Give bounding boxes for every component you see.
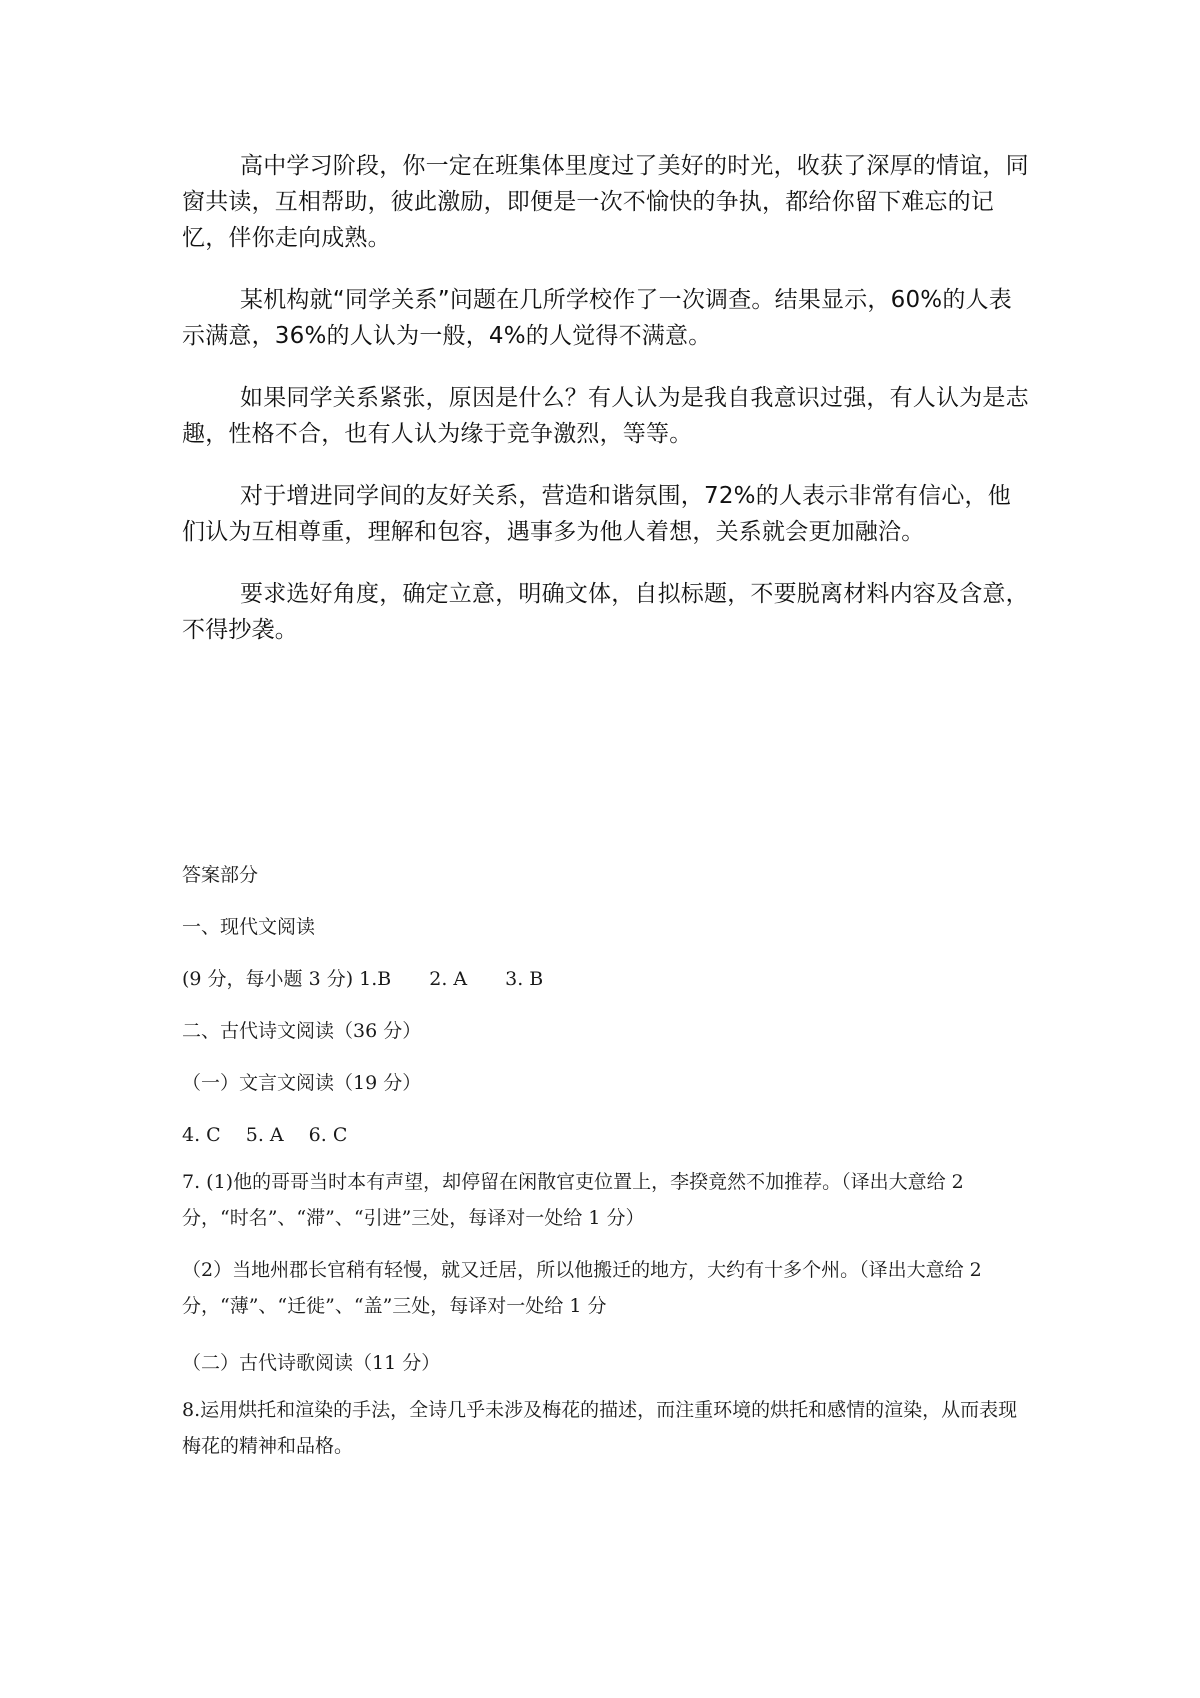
essay-paragraph: 要求选好角度，确定立意，明确文体，自拟标题，不要脱离材料内容及含意，不得抄袭。 <box>182 581 1029 643</box>
section1-answer-line: (9 分，每小题 3 分) 1.B 2. A 3. B <box>182 968 544 990</box>
section-heading-classical-reading: 二、古代诗文阅读（36 分） <box>182 1020 422 1042</box>
subsection-heading-classical-poetry: （二）古代诗歌阅读（11 分） <box>182 1352 441 1374</box>
question-8-answer: 8.运用烘托和渲染的手法，全诗几乎未涉及梅花的描述，而注重环境的烘托和感情的渲染，从而表现梅花的精神和品格。 <box>182 1399 1018 1457</box>
essay-paragraph: 对于增进同学间的友好关系，营造和谐氛围，72%的人表示非常有信心，他们认为互相尊重，理解和包容，遇事多为他人着想，关系就会更加融洽。 <box>182 483 1011 545</box>
subsection1-answer-line: 4. C 5. A 6. C <box>182 1124 348 1146</box>
question-7-part-2-answer: （2）当地州郡长官稍有轻慢，就又迁居，所以他搬迁的地方，大约有十多个州。（译出大意给 2 分，“薄”、“迁徙”、“盖”三处，每译对一处给 1 分 <box>182 1259 982 1317</box>
essay-prompt <box>182 148 1030 674</box>
essay-paragraph: 高中学习阶段，你一定在班集体里度过了美好的时光，收获了深厚的情谊，同窗共读，互相帮助，彼此激励，即便是一次不愉快的争执，都给你留下难忘的记忆，伴你走向成熟。 <box>182 153 1029 251</box>
question-7-part-1-answer: 7. (1)他的哥哥当时本有声望，却停留在闲散官吏位置上，李揆竟然不加推荐。（译出大意给 2 分，“时名”、“滞”、“引进”三处，每译对一处给 1 分） <box>182 1171 964 1229</box>
essay-paragraph: 某机构就“同学关系”问题在几所学校作了一次调查。结果显示，60%的人表示满意，36%的人认为一般，4%的人觉得不满意。 <box>182 287 1012 349</box>
answer-heading: 答案部分 <box>182 864 259 886</box>
essay-paragraph: 如果同学关系紧张，原因是什么？有人认为是我自我意识过强，有人认为是志趣，性格不合，也有人认为缘于竞争激烈，等等。 <box>182 385 1029 447</box>
subsection-heading-classical-prose: （一）文言文阅读（19 分） <box>182 1072 422 1094</box>
section-heading-modern-reading: 一、现代文阅读 <box>182 916 316 938</box>
